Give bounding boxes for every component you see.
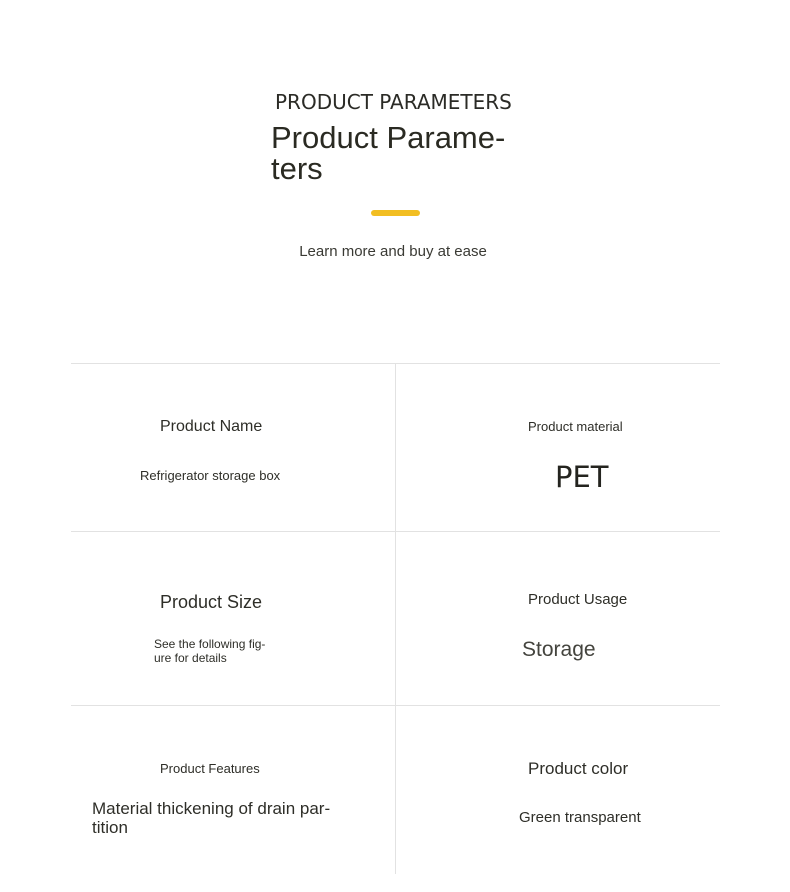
accent-bar — [371, 210, 420, 216]
param-label-color: Product color — [528, 759, 629, 778]
param-label-size: Product Size — [160, 592, 263, 612]
param-value-size: See the following fig- ure for details — [154, 637, 266, 665]
param-value-color: Green transparent — [519, 809, 641, 826]
column-divider — [395, 364, 396, 874]
param-value-usage: Storage — [522, 638, 596, 661]
param-value-features: Material thickening of drain par- tition — [92, 799, 331, 837]
param-label-material: Product material — [528, 419, 623, 434]
param-label-name: Product Name — [160, 418, 263, 435]
page-subtitle — [0, 243, 790, 260]
param-label-usage: Product Usage — [528, 591, 628, 608]
header-english-title: PRODUCT PARAMETERS — [275, 90, 512, 114]
param-value-material: PET — [555, 460, 609, 494]
page-title: Product Parame- ters — [271, 120, 506, 186]
param-value-name: Refrigerator storage box — [140, 468, 281, 483]
subtitle-text: Learn more and buy at ease — [299, 243, 487, 260]
param-label-features: Product Features — [160, 761, 260, 776]
